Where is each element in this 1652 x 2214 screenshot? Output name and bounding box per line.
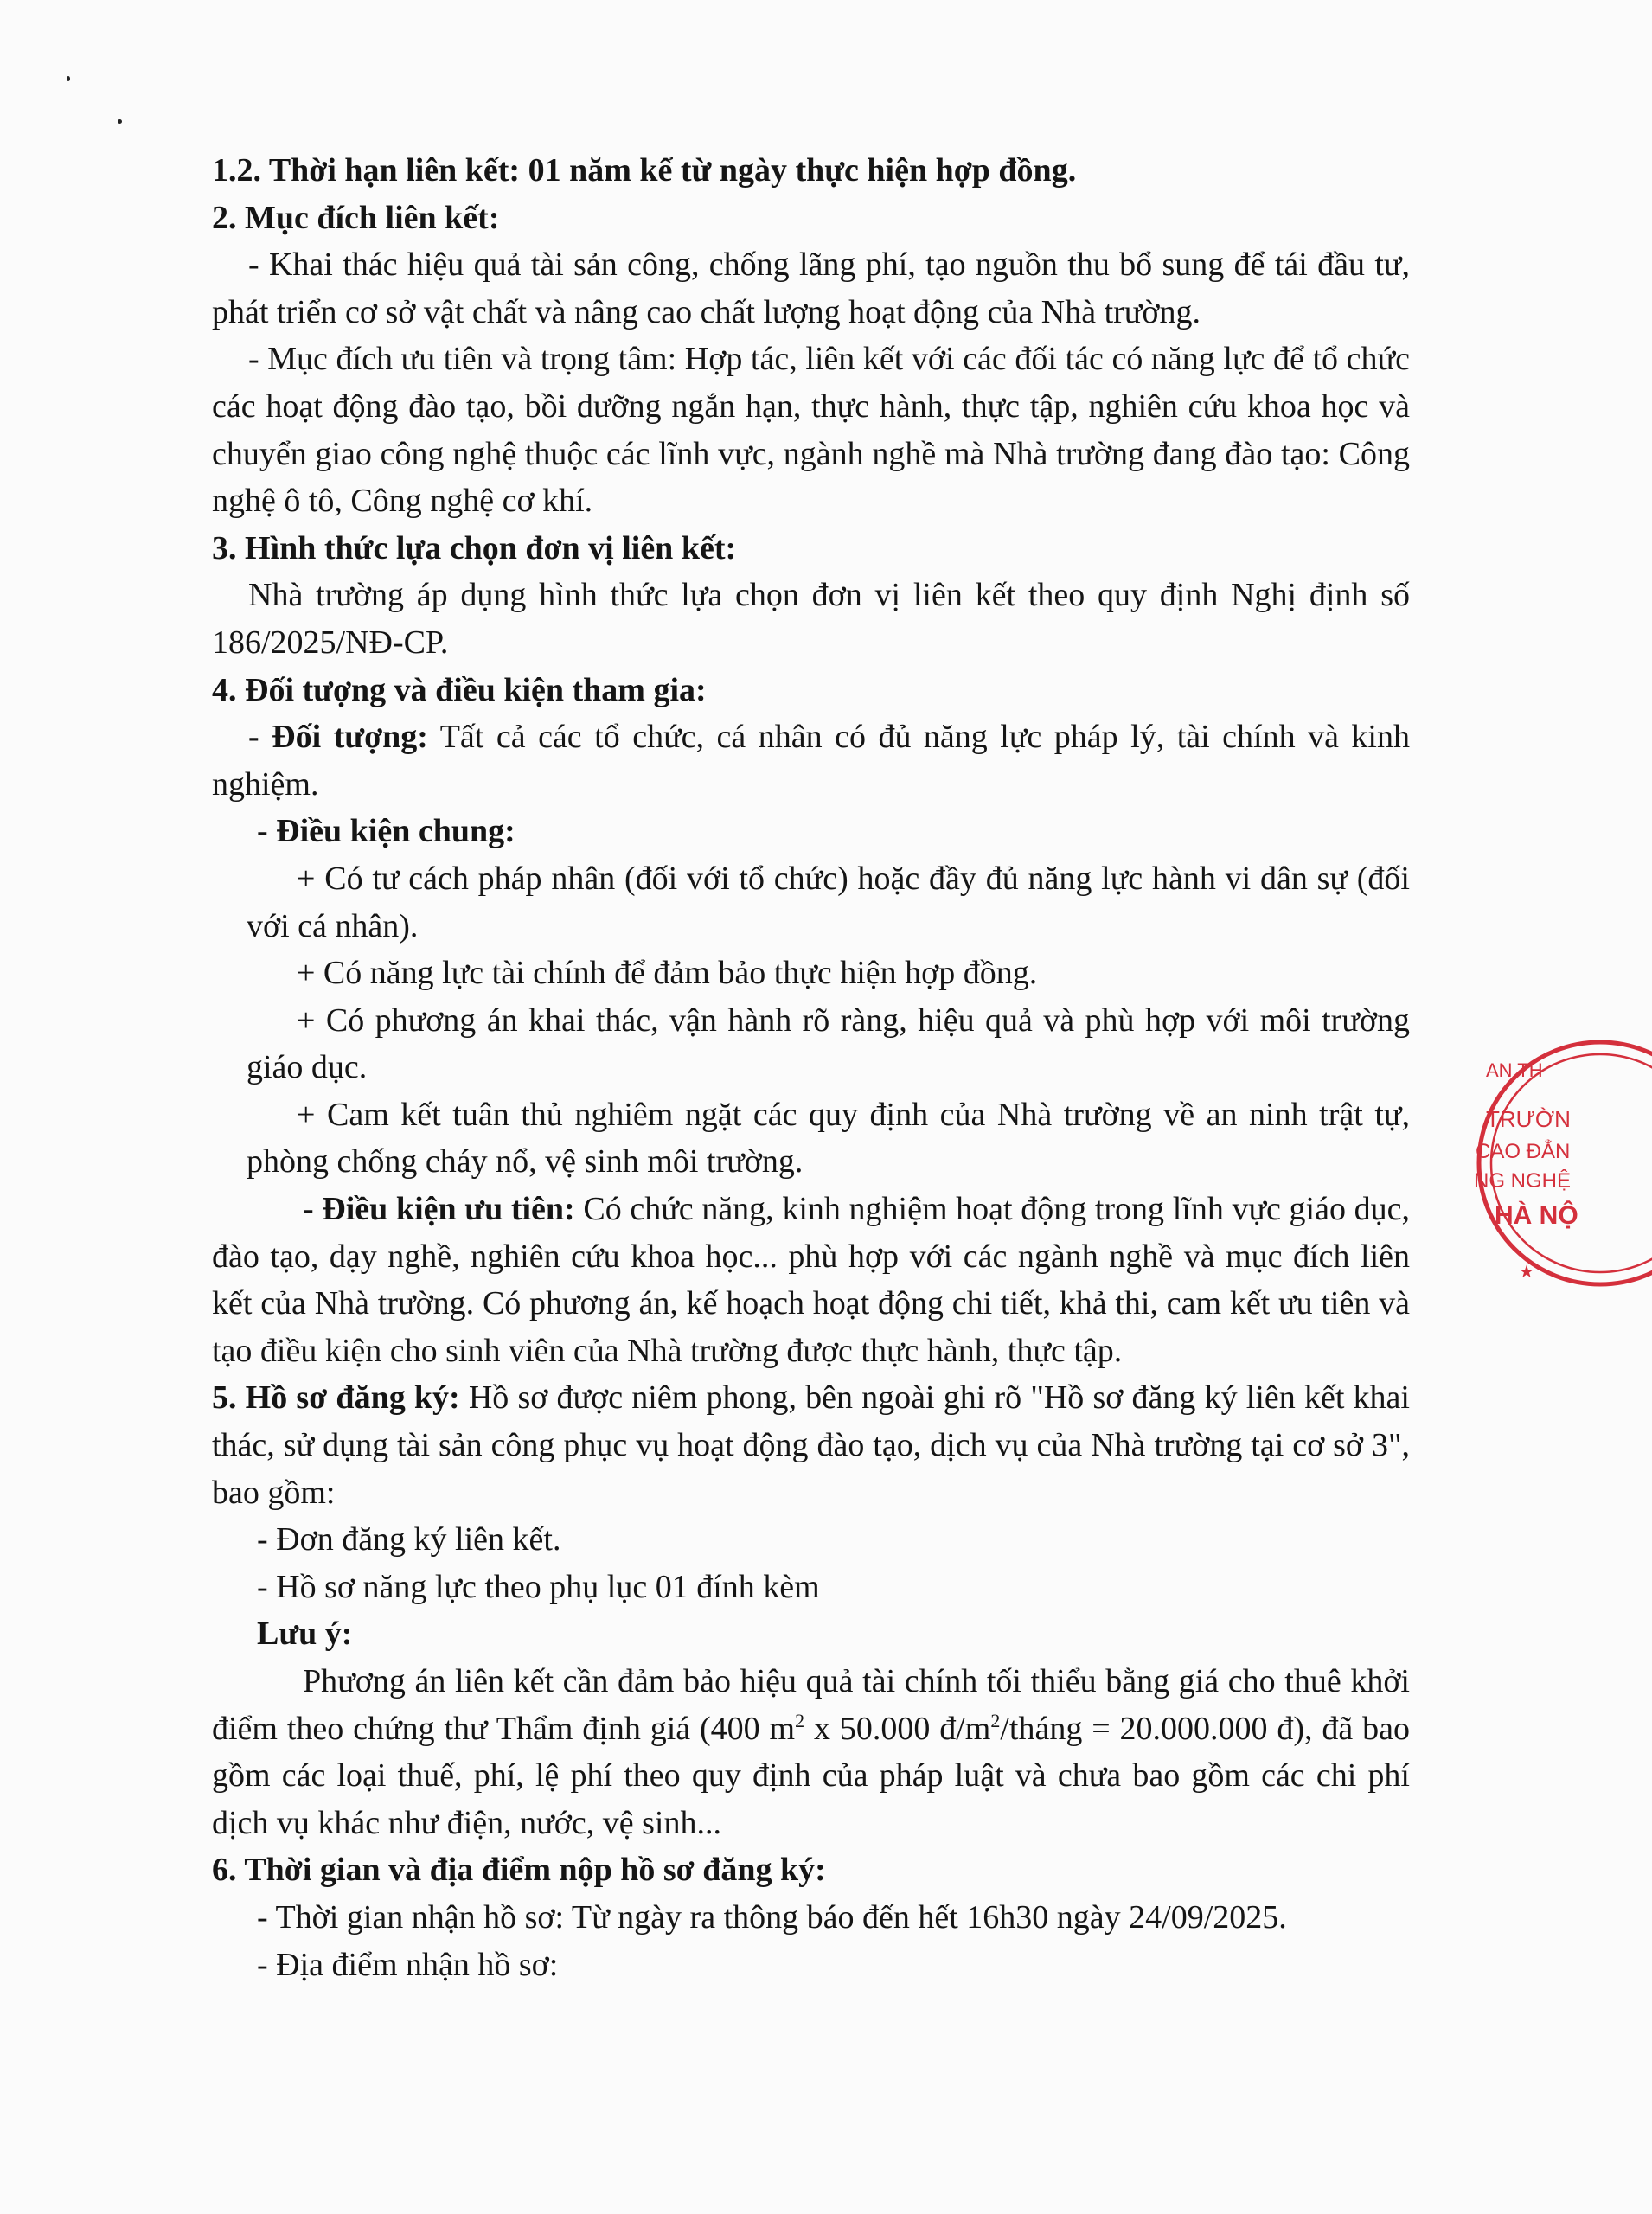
luu-y-text-c: /tháng = 20.000.000 đ), đã bao gồm các loại thuế, phí, lệ phí theo quy định của pháp luật và chưa bao gồm các chi phí dịch vụ khác như điện, nước, vệ sinh... [212,1710,1410,1841]
section-6-heading: 6. Thời gian và địa điểm nộp hồ sơ đăng ký: [212,1852,826,1889]
dieu-kien-chung-item-1: + Có tư cách pháp nhân (đối với tổ chức) hoặc đầy đủ năng lực hành vi dân sự (đối với cá nhân). [247,860,1410,944]
luu-y-label: Lưu ý: [257,1616,353,1653]
ho-so-label: 5. Hồ sơ đăng ký: [212,1379,460,1417]
scan-speck [118,119,122,124]
ho-so-item-2: - Hồ sơ năng lực theo phụ lục 01 đính kèm [257,1568,820,1605]
luu-y-sup-2: 2 [990,1709,1001,1731]
seal-ring-text: AN TH [1486,1059,1543,1081]
seal-line-3: NG NGHỆ [1474,1169,1572,1193]
ho-so-text: Hồ sơ được niêm phong, bên ngoài ghi rõ "Hồ sơ đăng ký liên kết khai thác, sử dụng tài sản công phục vụ hoạt động đào tạo, dịch vụ của Nhà trường tại cơ sở 3", bao gồm: [212,1379,1410,1511]
dieu-kien-chung-item-4: + Cam kết tuân thủ nghiêm ngặt các quy định của Nhà trường về an ninh trật tự, phòng chống cháy nổ, vệ sinh môi trường. [247,1096,1410,1181]
doi-tuong-paragraph [212,713,1410,808]
thoi-gian-item-1: - Thời gian nhận hồ sơ: Từ ngày ra thông báo đến hết 16h30 ngày 24/09/2025. [257,1898,1287,1936]
dieu-kien-chung-label: - Điều kiện chung: [257,813,515,850]
doi-tuong-label: - Đối tượng: [248,719,428,756]
doi-tuong-text: Tất cả các tổ chức, cá nhân có đủ năng lực pháp lý, tài chính và kinh nghiệm. [212,719,1410,803]
thoi-gian-item-2: - Địa điểm nhận hồ sơ: [257,1946,559,1983]
dieu-kien-uu-tien-text: Có chức năng, kinh nghiệm hoạt động trong lĩnh vực giáo dục, đào tạo, dạy nghề, nghiên cứu khoa học... phù hợp với các ngành nghề và mục đích liên kết của Nhà trường. Có phương án, kế hoạch hoạt động chi tiết, khả thi, cam kết ưu tiên và tạo điều kiện cho sinh viên của Nhà trường được thực hành, thực tập. [212,1191,1410,1369]
luu-y-text-b: x 50.000 đ/m [804,1710,991,1747]
section-3-heading: 3. Hình thức lựa chọn đơn vị liên kết: [212,529,737,566]
dieu-kien-chung-item-3: + Có phương án khai thác, vận hành rõ ràng, hiệu quả và phù hợp với môi trường giáo dục. [247,1001,1410,1086]
seal-star-icon: ★ [1519,1261,1534,1282]
section-1-2-heading: 1.2. Thời hạn liên kết: 01 năm kể từ ngày thực hiện hợp đồng. [212,152,1077,189]
ho-so-paragraph [212,1374,1410,1516]
luu-y-text-a: Phương án liên kết cần đảm bảo hiệu quả tài chính tối thiểu bằng giá cho thuê khởi điểm theo chứng thư Thẩm định giá (400 m [212,1663,1410,1747]
section-3-text: Nhà trường áp dụng hình thức lựa chọn đơn vị liên kết theo quy định Nghị định số 186/2025/NĐ-CP. [212,577,1410,661]
ho-so-item-1: - Đơn đăng ký liên kết. [257,1521,561,1558]
dieu-kien-uu-tien-paragraph [212,1186,1410,1374]
seal-line-4: HÀ NỘ [1495,1201,1578,1230]
scan-speck [67,76,70,81]
seal-inner-ring [1491,1054,1652,1272]
seal-line-2: CAO ĐẲN [1476,1140,1571,1163]
red-seal-stamp [1470,1042,1652,1293]
section-2-item-1: - Khai thác hiệu quả tài sản công, chống lãng phí, tạo nguồn thu bổ sung để tái đầu tư, phát triển cơ sở vật chất và nâng cao chất lượng hoạt động của Nhà trường. [212,246,1410,330]
section-2-heading: 2. Mục đích liên kết: [212,199,500,236]
seal-line-1: TRƯỜN [1486,1106,1571,1132]
luu-y-sup-1: 2 [795,1709,805,1731]
section-2-item-2: - Mục đích ưu tiên và trọng tâm: Hợp tác, liên kết với các đối tác có năng lực để tổ chức các hoạt động đào tạo, bồi dưỡng ngắn hạn, thực hành, thực tập, nghiên cứu khoa học và chuyển giao công nghệ thuộc các lĩnh vực, ngành nghề mà Nhà trường đang đào tạo: Công nghệ ô tô, Công nghệ cơ khí. [212,341,1410,520]
document-body [212,147,1410,1988]
luu-y-paragraph [212,1658,1410,1846]
section-4-heading: 4. Đối tượng và điều kiện tham gia: [212,671,707,708]
dieu-kien-chung-item-2: + Có năng lực tài chính để đảm bảo thực hiện hợp đồng. [297,955,1038,992]
dieu-kien-uu-tien-label: - Điều kiện ưu tiên: [303,1191,575,1228]
